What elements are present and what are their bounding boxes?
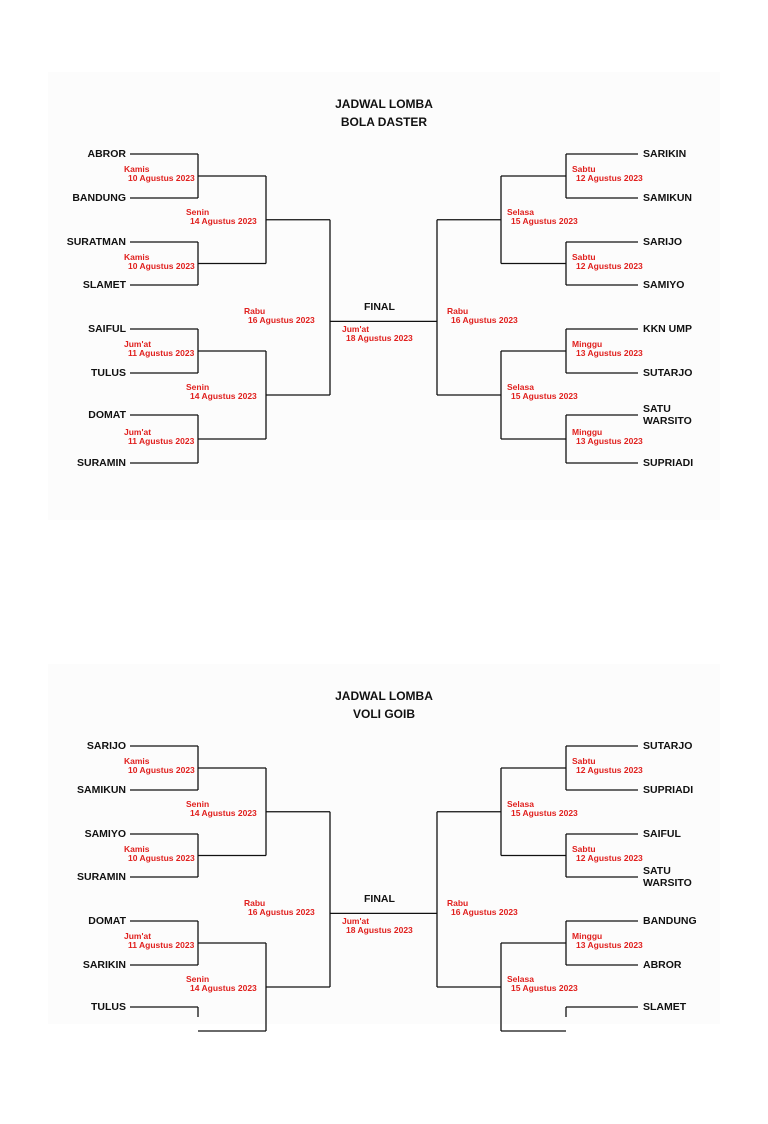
match-day: Rabu <box>244 306 266 317</box>
semifinal-date-label <box>447 899 518 917</box>
match-date: 15 Agustus 2023 <box>511 215 578 226</box>
team-name: SURAMIN <box>77 457 126 469</box>
match-day: Selasa <box>507 382 534 392</box>
match-date: 14 Agustus 2023 <box>190 215 257 226</box>
team-name: SAMIYO <box>84 828 126 840</box>
bracket-sheet-voli-goib <box>48 664 720 1024</box>
match-date-label <box>124 428 194 446</box>
match-date-label <box>572 845 643 863</box>
match-date: 16 Agustus 2023 <box>248 907 315 918</box>
match-day: Kamis <box>124 756 150 766</box>
team-name: ABROR <box>87 148 126 160</box>
match-date-label <box>124 253 195 271</box>
match-date: 10 Agustus 2023 <box>128 260 195 271</box>
match-day: Kamis <box>124 843 150 854</box>
final-date-label <box>342 917 413 935</box>
match-day: Minggu <box>572 339 603 349</box>
match-date-label <box>572 428 643 446</box>
match-date: 13 Agustus 2023 <box>576 940 643 950</box>
final-label: FINAL <box>364 301 395 314</box>
match-day: Jum'at <box>342 324 370 335</box>
match-date: 16 Agustus 2023 <box>451 315 518 326</box>
match-date-label <box>572 757 643 775</box>
bracket-title: JADWAL LOMBA <box>335 97 433 111</box>
bracket-subtitle: BOLA DASTER <box>340 115 428 129</box>
semifinal-date-label <box>244 899 315 917</box>
match-day: Rabu <box>447 306 469 317</box>
team-name: SUPRIADI <box>643 784 694 796</box>
match-date: 13 Agustus 2023 <box>576 436 643 446</box>
team-name: KKN UMP <box>643 323 692 335</box>
team-name: TULUS <box>91 367 126 379</box>
match-day: Rabu <box>244 898 266 909</box>
match-day: Minggu <box>572 427 603 437</box>
match-date-label <box>124 340 194 358</box>
match-date-label <box>572 932 643 950</box>
team-name: SLAMET <box>82 279 126 291</box>
team-name: SURAMIN <box>77 871 126 883</box>
match-date: 12 Agustus 2023 <box>576 852 643 863</box>
match-date: 11 Agustus 2023 <box>128 348 195 358</box>
team-name: DOMAT <box>88 409 126 421</box>
team-name: SAMIKUN <box>77 784 126 796</box>
match-day: Jum'at <box>342 916 370 927</box>
match-date-label <box>124 165 195 183</box>
match-day: Senin <box>186 798 210 809</box>
team-name: SARIKIN <box>82 959 126 971</box>
match-date: 10 Agustus 2023 <box>128 765 195 775</box>
match-date-label <box>124 845 195 863</box>
match-date: 14 Agustus 2023 <box>190 391 257 401</box>
team-name: SAMIKUN <box>643 192 692 204</box>
match-date-label <box>507 800 578 818</box>
match-date-label <box>186 383 257 401</box>
match-date: 18 Agustus 2023 <box>346 925 413 936</box>
match-date: 10 Agustus 2023 <box>128 852 195 863</box>
match-date: 15 Agustus 2023 <box>511 807 578 818</box>
match-day: Jum'at <box>124 339 152 349</box>
match-date: 10 Agustus 2023 <box>128 173 195 183</box>
match-date: 11 Agustus 2023 <box>128 940 195 950</box>
match-date: 15 Agustus 2023 <box>511 983 578 993</box>
match-date-label <box>186 975 257 993</box>
match-date-label <box>124 757 195 775</box>
team-name: SARIJO <box>643 236 683 248</box>
match-date-label <box>572 340 643 358</box>
match-day: Sabtu <box>572 756 596 766</box>
match-day: Kamis <box>124 164 150 174</box>
team-name: DOMAT <box>88 915 126 927</box>
match-date: 14 Agustus 2023 <box>190 807 257 818</box>
match-date: 15 Agustus 2023 <box>511 391 578 401</box>
team-name: ABROR <box>643 959 682 971</box>
team-name: SAIFUL <box>643 828 681 840</box>
match-day: Minggu <box>572 931 603 941</box>
team-name: BANDUNG <box>643 915 697 927</box>
team-name: SATU WARSITO <box>643 403 692 427</box>
match-date-label <box>124 932 194 950</box>
match-day: Jum'at <box>124 427 152 437</box>
match-day: Kamis <box>124 251 150 262</box>
bracket-sheet-bola-daster <box>48 72 720 520</box>
match-day: Senin <box>186 382 210 392</box>
match-date-label <box>572 253 643 271</box>
team-name: SUPRIADI <box>643 457 694 469</box>
match-day: Senin <box>186 974 210 984</box>
match-date-label <box>507 975 578 993</box>
match-day: Selasa <box>507 974 534 984</box>
semifinal-date-label <box>244 307 315 325</box>
match-date: 12 Agustus 2023 <box>576 260 643 271</box>
team-name: SUTARJO <box>643 367 693 379</box>
team-name: SARIJO <box>86 740 126 752</box>
bracket-title: JADWAL LOMBA <box>335 689 433 703</box>
match-date: 13 Agustus 2023 <box>576 348 643 358</box>
match-date: 16 Agustus 2023 <box>248 315 315 326</box>
team-name: BANDUNG <box>72 192 126 204</box>
match-date: 18 Agustus 2023 <box>346 333 413 344</box>
match-date: 11 Agustus 2023 <box>128 436 195 446</box>
match-date-label <box>186 208 257 226</box>
team-name: SUTARJO <box>643 740 693 752</box>
team-name: TULUS <box>91 1001 126 1013</box>
team-name: SURATMAN <box>66 236 126 248</box>
match-day: Sabtu <box>572 164 596 174</box>
match-date: 12 Agustus 2023 <box>576 173 643 183</box>
team-name: SARIKIN <box>643 148 687 160</box>
match-date: 16 Agustus 2023 <box>451 907 518 918</box>
team-name: SAMIYO <box>643 279 685 291</box>
match-day: Sabtu <box>572 251 596 262</box>
match-date-label <box>507 383 578 401</box>
match-day: Selasa <box>507 798 534 809</box>
match-date-label <box>186 800 257 818</box>
semifinal-date-label <box>447 307 518 325</box>
match-date-label <box>507 208 578 226</box>
match-day: Rabu <box>447 898 469 909</box>
match-date: 12 Agustus 2023 <box>576 765 643 775</box>
bracket-subtitle: VOLI GOIB <box>352 707 415 721</box>
final-label: FINAL <box>364 893 395 906</box>
team-name: SATU WARSITO <box>643 865 692 889</box>
team-name: SAIFUL <box>88 323 126 335</box>
match-date: 14 Agustus 2023 <box>190 983 257 993</box>
final-date-label <box>342 325 413 343</box>
match-date-label <box>572 165 643 183</box>
match-day: Selasa <box>507 206 534 217</box>
match-day: Jum'at <box>124 931 152 941</box>
team-name: SLAMET <box>643 1001 687 1013</box>
match-day: Sabtu <box>572 843 596 854</box>
match-day: Senin <box>186 206 210 217</box>
